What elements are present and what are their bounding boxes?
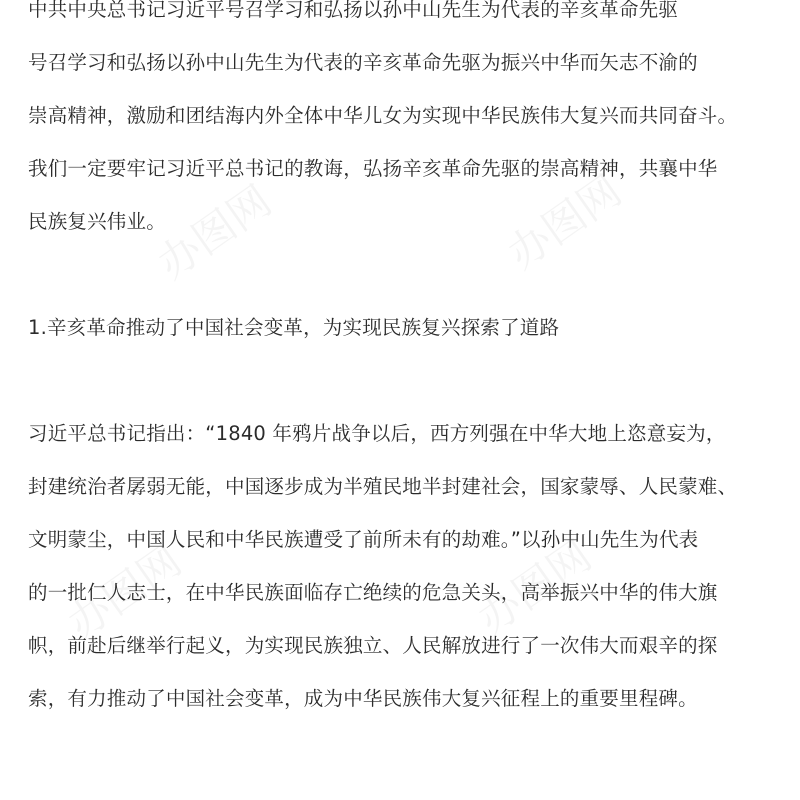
text-line: 的一批仁人志士，在中华民族面临存亡绝续的危急关头，高举振兴中华的伟大旗 xyxy=(28,581,718,604)
text-line: 索，有力推动了中国社会变革，成为中华民族伟大复兴征程上的重要里程碑。 xyxy=(28,687,698,710)
paragraph-spacer xyxy=(28,248,773,301)
watermark: 办图网 xyxy=(58,535,191,649)
watermark: 办图网 xyxy=(148,175,281,289)
text-line: 民族复兴伟业。 xyxy=(28,210,166,233)
text-line: 崇高精神，激励和团结海内外全体中华儿女为实现中华民族伟大复兴而共同奋斗。 xyxy=(28,104,738,127)
paragraph-spacer xyxy=(28,354,773,407)
watermark: 办图网 xyxy=(468,530,601,644)
section-heading xyxy=(28,301,773,354)
text-line: 号召学习和弘扬以孙中山先生为代表的辛亥革命先驱为振兴中华而矢志不渝的 xyxy=(28,51,698,74)
text-line: 封建统治者孱弱无能，中国逐步成为半殖民地半封建社会，国家蒙辱、人民蒙难、 xyxy=(28,475,738,498)
document-body xyxy=(28,0,773,725)
heading-text: 1.辛亥革命推动了中国社会变革，为实现民族复兴探索了道路 xyxy=(28,316,560,339)
paragraph-intro xyxy=(28,0,773,248)
text-line: 文明蒙尘，中国人民和中华民族遭受了前所未有的劫难。”以孙中山先生为代表 xyxy=(28,528,699,551)
watermark: 办图网 xyxy=(498,165,631,279)
text-line: 我们一定要牢记习近平总书记的教诲，弘扬辛亥革命先驱的崇高精神，共襄中华 xyxy=(28,157,718,180)
text-line: 帜，前赴后继举行起义，为实现民族独立、人民解放进行了一次伟大而艰辛的探 xyxy=(28,634,718,657)
text-line: 中共中央总书记习近平号召学习和弘扬以孙中山先生为代表的辛亥革命先驱 xyxy=(28,0,679,21)
text-line: 习近平总书记指出：“1840 年鸦片战争以后，西方列强在中华大地上恣意妄为， xyxy=(28,422,726,445)
paragraph-body xyxy=(28,407,773,725)
